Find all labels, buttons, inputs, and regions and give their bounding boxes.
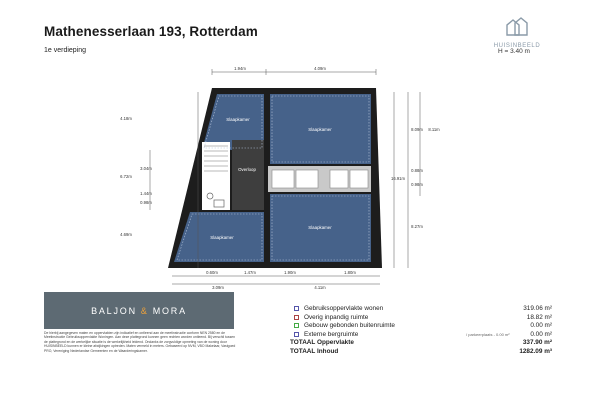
legend-total-label: TOTAAL Oppervlakte (290, 339, 354, 347)
legend-total-value: 337.90 m² (522, 339, 552, 347)
hallway-floor (232, 140, 264, 210)
dim-right-2: 8.11m (428, 127, 440, 132)
area-legend (290, 305, 552, 357)
room-label-top-left: Slaapkamer (226, 117, 250, 122)
legend-value: 0.00 m² (530, 322, 552, 330)
legend-swatch (294, 306, 299, 311)
dim-left-2: 6.72m (120, 174, 132, 179)
ceiling-height: H = 3.40 m (498, 48, 530, 55)
legend-value: 319.06 m² (523, 305, 552, 312)
legend-note: / parkeerplaats - 0.00 m² (466, 331, 510, 337)
dim-right-4: 0.98m (411, 182, 423, 187)
dim-bottom-3: 1.90m (284, 270, 296, 275)
disclaimer-text: De hierbij aangegeven maten en oppervlakten zijn indicatief en ontleend aan de meetinstructie conform NEN 2580 en de Meetinstructie Gebruiksoppervlakte Woningen. Aan deze plattegrond kunnen geen rechten worden ontleend. Bij verschil tussen de plattegrond en de werkelijke situatie is de werkelijkheid leidend. Ondanks de zorgvuldige opmeting van de woning door HUISINBEELD kunnen er kleine afwijkingen optreden. Maten vermeld in meters. Gebaseerd op NVM, VBO Makelaar, Vastgoed PRO, Vereniging Nederlandse Gemeenten en de Waarderingskamer. (44, 331, 236, 353)
room-label-bottom-right: Slaapkamer (308, 225, 332, 230)
dim-bottom-4: 1.80m (344, 270, 356, 275)
legend-label: Gebruiksoppervlakte wonen (304, 305, 384, 312)
legend-swatch (294, 323, 299, 328)
legend-label: Overig inpandig ruimte (304, 313, 369, 321)
dim-left-stair-3: 0.98m (140, 200, 152, 205)
legend-label: Gebouw gebonden buitenruimte (304, 322, 395, 330)
legend-swatch (294, 332, 299, 337)
agency-logo (44, 292, 234, 329)
room-label-hallway: Overloop (238, 167, 256, 172)
brand-name: HUISINBEELD (493, 43, 541, 49)
legend-total-label: TOTAAL Inhoud (290, 347, 339, 355)
legend-row (290, 322, 552, 331)
legend-row (290, 314, 552, 323)
legend-row (290, 331, 552, 340)
agency-name-right: MORA (152, 305, 187, 316)
floor-label: 1e verdieping (44, 47, 87, 54)
legend-row (290, 305, 552, 314)
dim-bottom-2: 1.47m (244, 270, 256, 275)
legend-value: 18.82 m² (526, 313, 552, 321)
dim-top-1: 1.94m (234, 66, 246, 71)
dim-bottom-total-1: 3.09m (212, 285, 224, 290)
legend-label: Externe bergruimte (304, 330, 359, 338)
dim-bottom-1: 0.60m (206, 270, 218, 275)
dim-right-5: 8.27m (411, 224, 423, 229)
agency-name-left: BALJON (91, 305, 137, 316)
dim-top-2: 4.09m (314, 66, 326, 71)
legend-total-value: 1282.09 m³ (519, 347, 552, 355)
legend-total-row (290, 339, 552, 348)
dim-left-stair-1: 3.04m (140, 166, 152, 171)
legend-total-row (290, 348, 552, 357)
dim-left-stair-2: 1.44m (140, 191, 152, 196)
room-label-top-right: Slaapkamer (308, 127, 332, 132)
dim-right-3: 0.88m (411, 168, 423, 173)
legend-value: 0.00 m² (530, 330, 552, 338)
dim-right-1: 8.09m (411, 127, 423, 132)
room-label-bottom-left: Slaapkamer (210, 235, 234, 240)
legend-swatch (294, 315, 299, 320)
dim-left-3: 4.69m (120, 232, 132, 237)
dim-bottom-total-2: 4.11m (314, 285, 326, 290)
dim-left-1: 4.18m (120, 116, 132, 121)
page-title: Mathenesserlaan 193, Rotterdam (44, 24, 258, 39)
agency-ampersand: & (140, 305, 149, 316)
dim-right-total: 16.91m (391, 176, 405, 181)
